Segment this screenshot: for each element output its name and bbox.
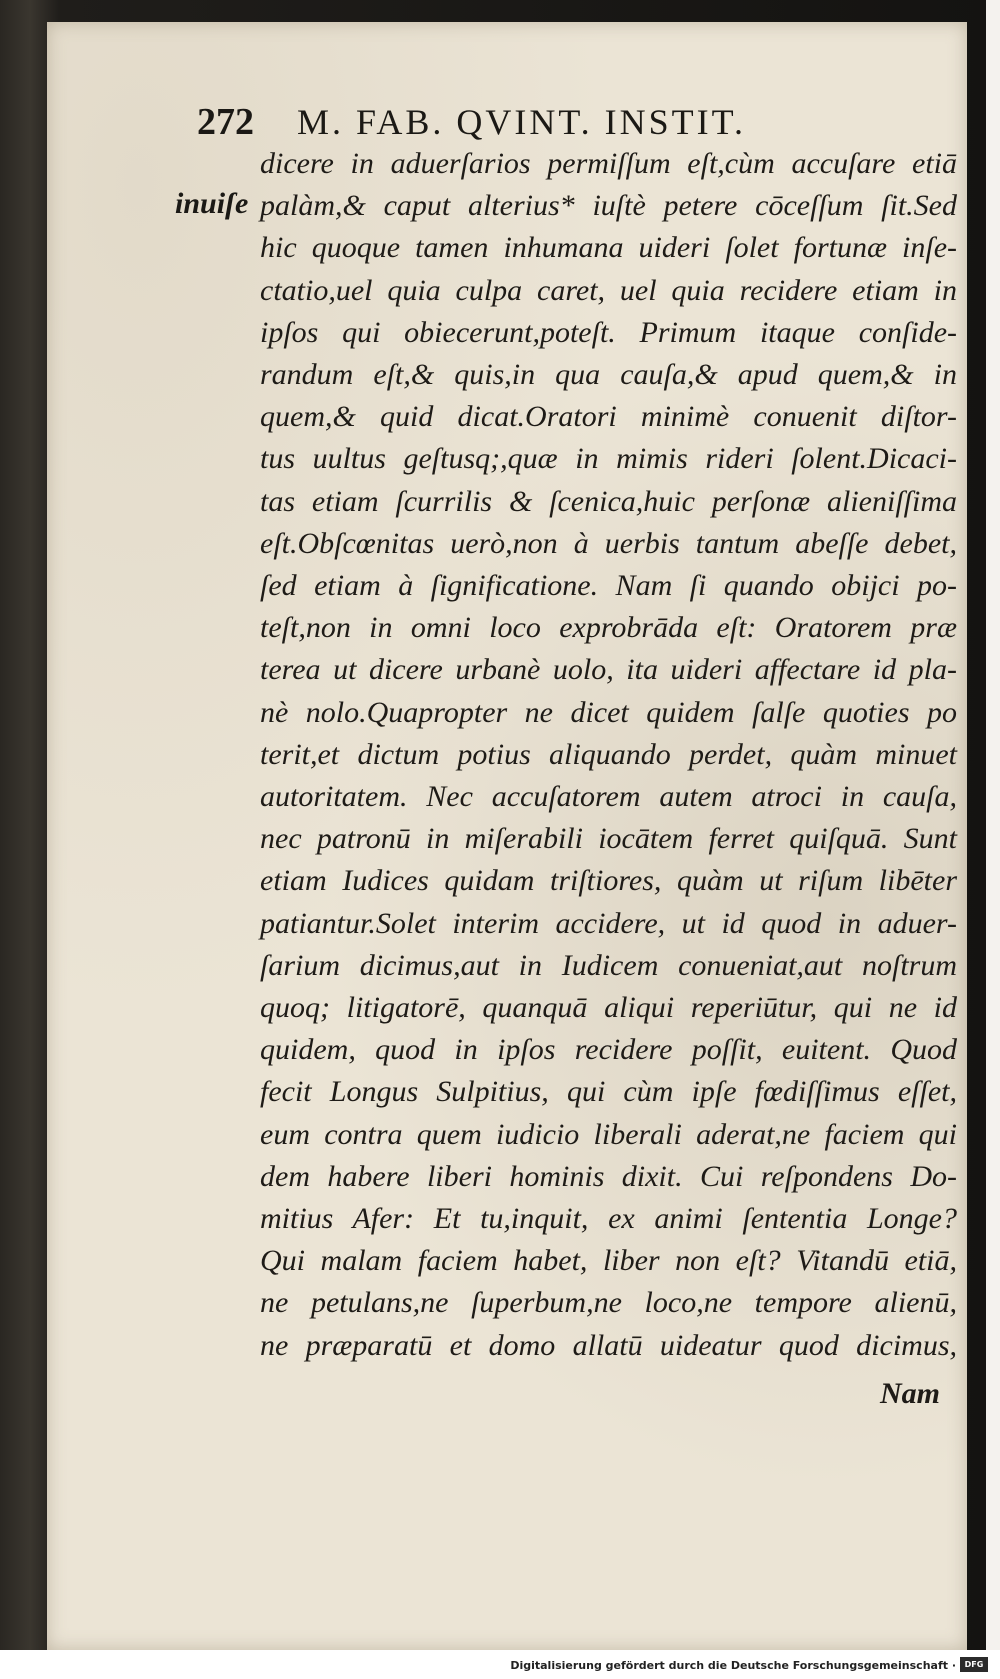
text-line: dicere in aduerſarios permiſſum eſt,cùm accuſare etiā	[260, 147, 957, 180]
text-line: etiam Iudices quidam triſtiores, quàm ut riſum libēter	[260, 864, 957, 898]
page-header	[197, 100, 917, 144]
text-line: eſt.Obſcœnitas uerò,non à uerbis tantum abeſſe debet,	[260, 526, 957, 560]
text-line: terea ut dicere urbanè uolo, ita uideri affectare id pla-	[260, 653, 957, 687]
text-line: ctatio,uel quia culpa caret, uel quia recidere etiam in	[260, 273, 957, 307]
page-number: 272	[197, 101, 254, 143]
scan-edge-strip	[986, 0, 1000, 1679]
running-head: M. FAB. QVINT. INSTIT.	[297, 102, 746, 142]
marginal-note: inuiſe	[175, 187, 249, 220]
text-line: quidem, quod in ipſos recidere poſſit, euitent. Quod	[260, 1033, 957, 1067]
text-line: eum contra quem iudicio liberali aderat,ne faciem qui	[260, 1117, 957, 1151]
text-line: tus uultus geſtusq;,quæ in mimis rideri ſolent.Dicaci-	[260, 442, 957, 476]
text-line: mitius Afer: Et tu,inquit, ex animi ſententia Longe?	[260, 1202, 957, 1235]
text-line: quoq; litigatorē, quanquā aliqui reperiūtur, qui ne id	[260, 991, 957, 1024]
text-line: fecit Longus Sulpitius, qui cùm ipſe fœdiſſimus eſſet,	[260, 1075, 957, 1109]
catchword: Nam	[880, 1377, 940, 1410]
text-line: ne petulans,ne ſuperbum,ne loco,ne tempore alienū,	[260, 1286, 957, 1320]
text-line: dem habere liberi hominis dixit. Cui reſpondens Do-	[260, 1159, 957, 1193]
text-line: nec patronū in miſerabili iocātem ferret quiſquā. Sunt	[260, 822, 957, 856]
digitization-credit: Digitalisierung gefördert durch die Deutsche Forschungsgemeinschaft ·	[510, 1659, 956, 1672]
text-line: nè nolo.Quapropter ne dicet quidem ſalſe quoties po	[260, 695, 957, 729]
text-line: tas etiam ſcurrilis & ſcenica,huic perſonæ alieniſſima	[260, 484, 957, 518]
dfg-logo: DFG	[960, 1657, 988, 1672]
text-line: palàm,& caput alterius* iuſtè petere cōceſſum ſit.Sed	[260, 189, 957, 223]
text-line: terit,et dictum potius aliquando perdet, quàm minuet	[260, 737, 957, 771]
text-line: ſed etiam à ſignificatione. Nam ſi quando obijci po-	[260, 569, 957, 602]
text-line: teſt,non in omni loco exprobrāda eſt: Oratorem præ	[260, 611, 957, 645]
text-line: patiantur.Solet interim accidere, ut id quod in aduer-	[260, 906, 957, 940]
text-line: randum eſt,& quis,in qua cauſa,& apud quem,& in	[260, 358, 957, 391]
text-line: ipſos qui obiecerunt,poteſt. Primum itaque conſide-	[260, 315, 957, 349]
text-line: quem,& quid dicat.Oratori minimè conuenit diſtor-	[260, 400, 957, 434]
text-line: hic quoque tamen inhumana uideri ſolet fortunæ inſe-	[260, 231, 957, 265]
text-line: ne præparatū et domo allatū uideatur quod dicimus,	[260, 1328, 957, 1362]
text-line: ſarium dicimus,aut in Iudicem conueniat,aut noſtrum	[260, 948, 957, 982]
text-line: autoritatem. Nec accuſatorem autem atroci in cauſa,	[260, 780, 957, 813]
text-line: Qui malam faciem habet, liber non eſt? Vitandū etiā,	[260, 1244, 957, 1278]
